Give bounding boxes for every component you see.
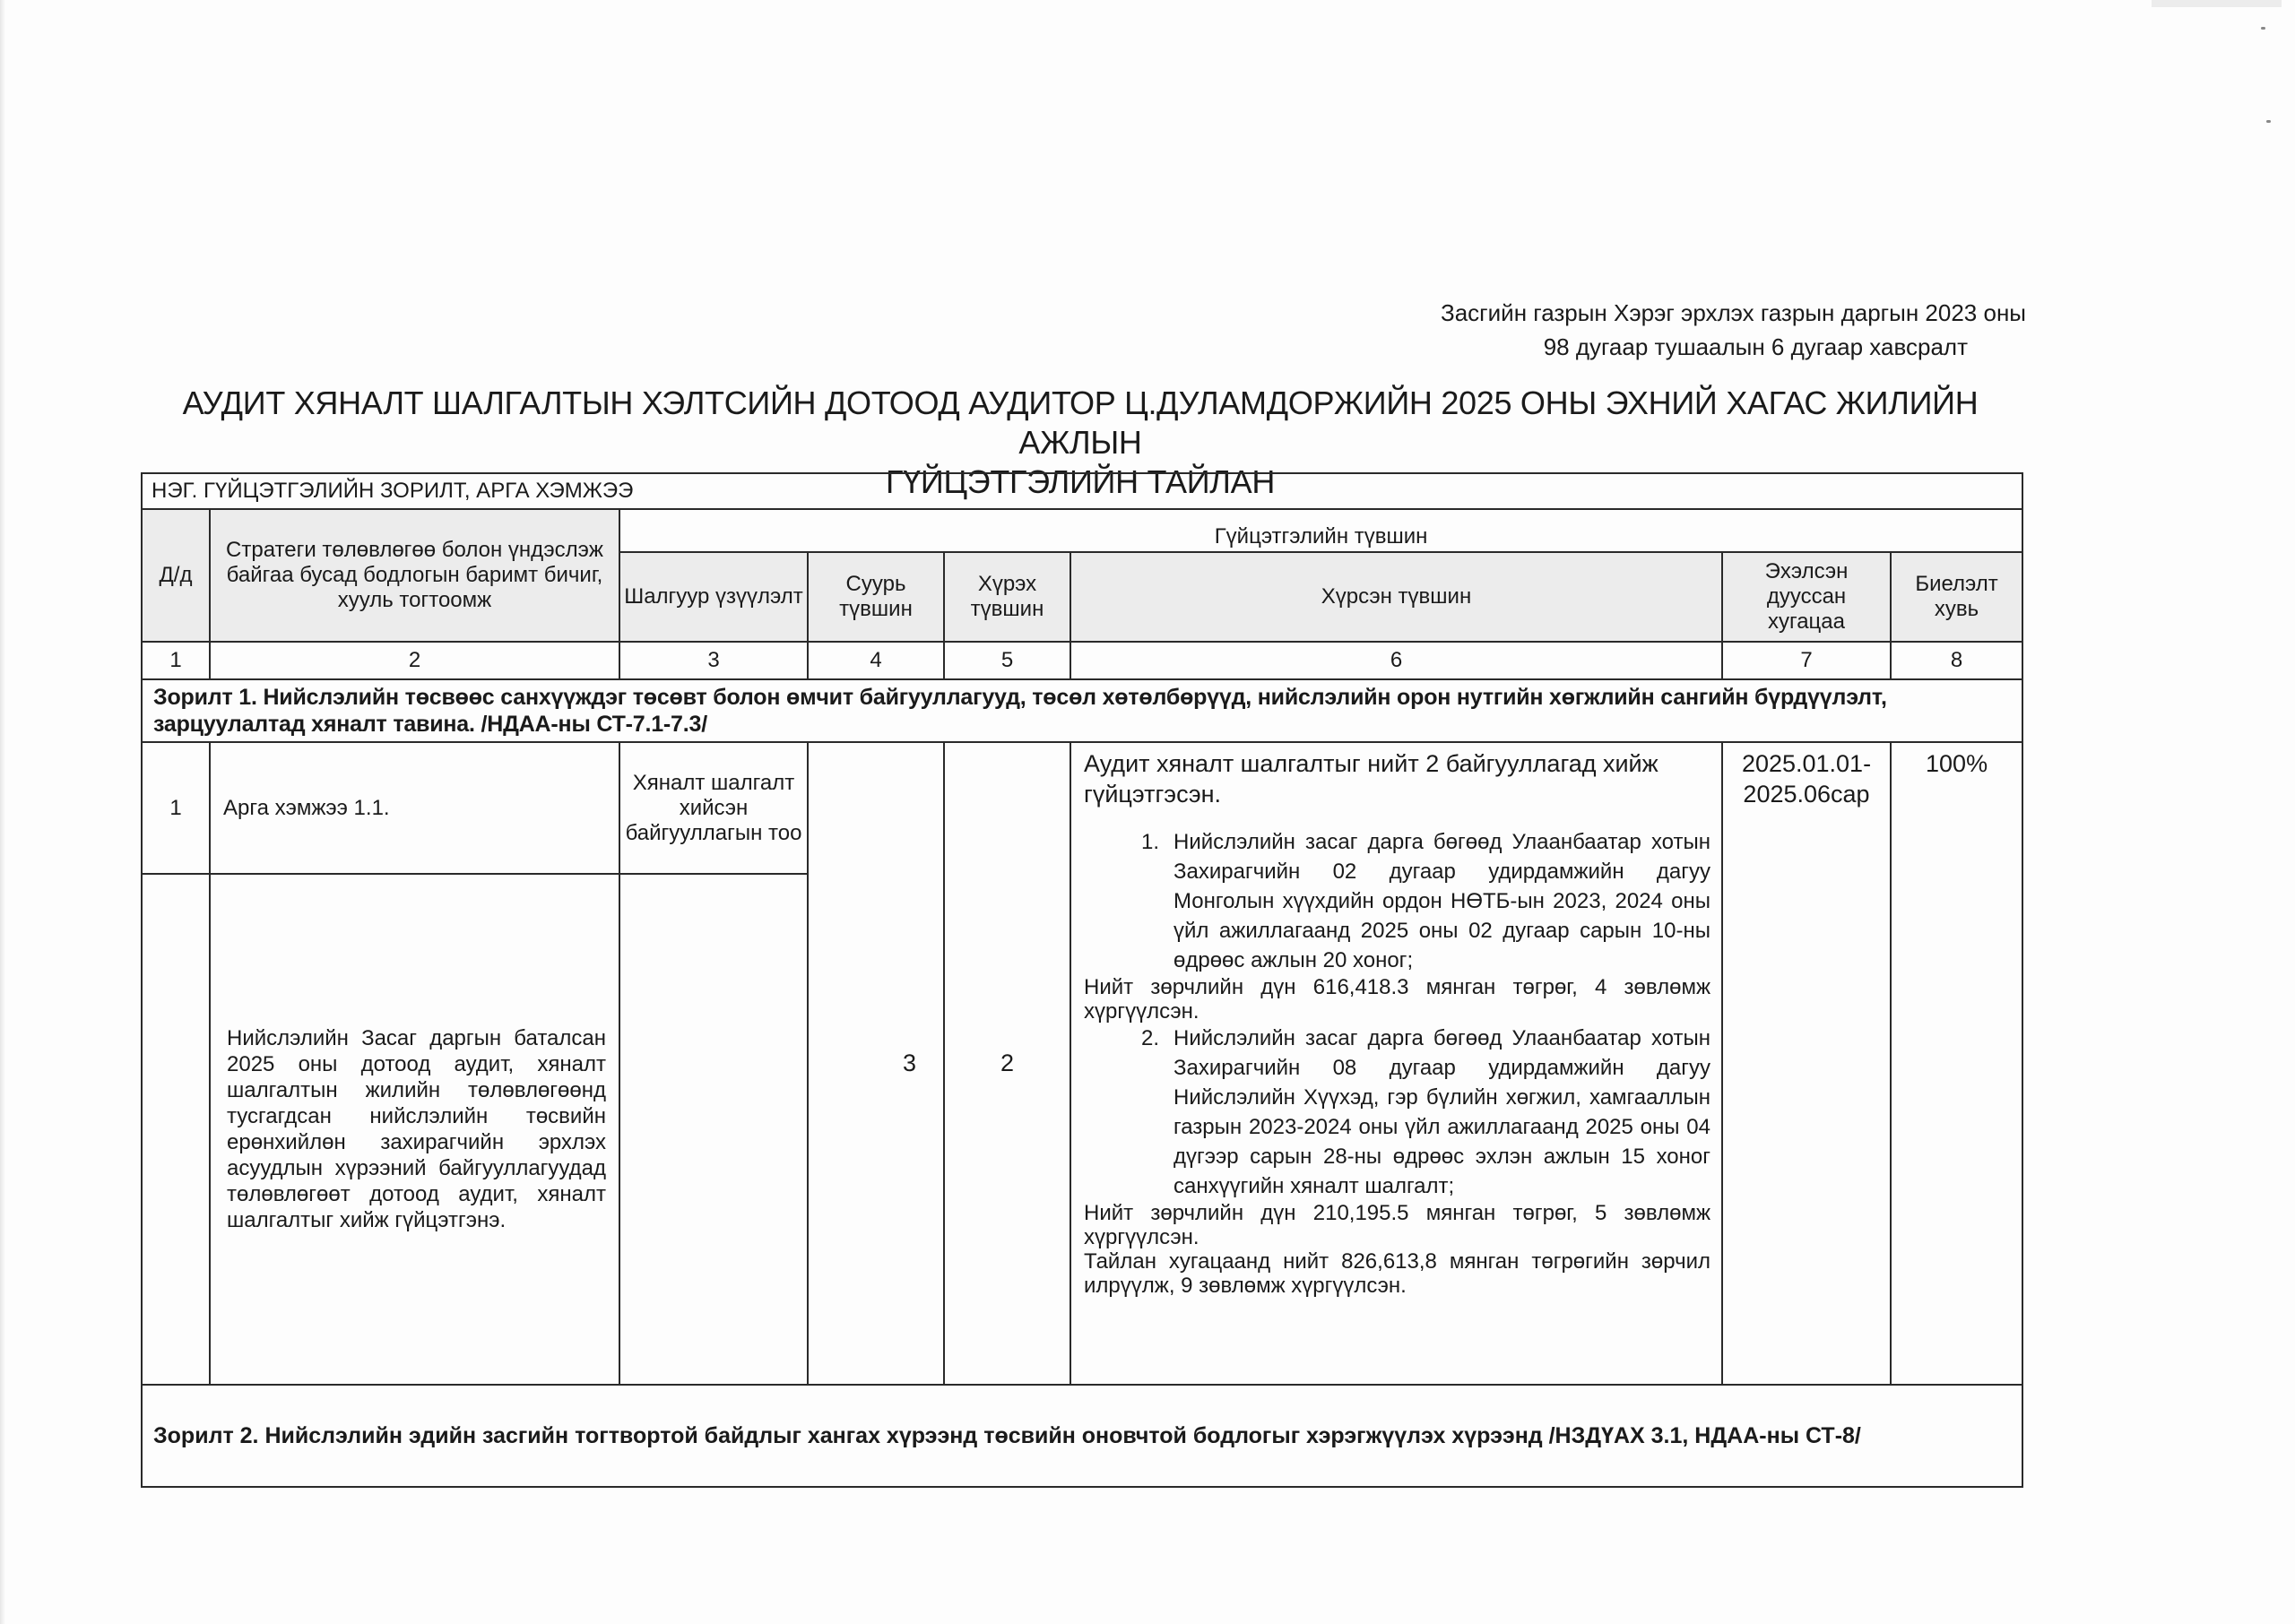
audit-item-summary: Нийт зөрчлийн дүн 616,418.3 мянган төгрөг, 4 зөвлөмж хүргүүлсэн. xyxy=(1084,975,1710,1024)
period-start: 2025.01.01- xyxy=(1741,750,1872,777)
goal-2-row xyxy=(142,1385,2022,1487)
header-period: Эхэлсэн дууссан хугацаа xyxy=(1722,552,1891,642)
goal-2: Зорилт 2. Нийслэлийн эдийн засгийн тогтвортой байдлыг хангах хүрээнд төсвийн оновчтой бодлогыг хэрэгжүүлэх хүрээнд /НЗДҮАХ 3.1, НДАА-ны СТ-8/ xyxy=(142,1385,2022,1487)
section-title: НЭГ. ГҮЙЦЭТГЭЛИЙН ЗОРИЛТ, АРГА ХЭМЖЭЭ xyxy=(142,473,2022,509)
header-target: Хүрэх түвшин xyxy=(944,552,1070,642)
header-achieved: Хүрсэн түвшин xyxy=(1070,552,1722,642)
column-number: 2 xyxy=(210,642,619,679)
measure-label: Арга хэмжээ 1.1. xyxy=(210,742,619,874)
row-number: 1 xyxy=(142,742,210,874)
column-number: 7 xyxy=(1722,642,1891,679)
achieved-level-cell xyxy=(1070,742,1722,1385)
scan-edge xyxy=(2152,0,2282,7)
period-end: 2025.06сар xyxy=(1743,781,1870,808)
report-title-line2: ГҮЙЦЭТГЭЛИЙН ТАЙЛАН xyxy=(885,463,1276,500)
audit-item-text: Нийслэлийн засаг дарга бөгөөд Улаанбаатар хотын Захирагчийн 08 дугаар удирдамжийн дагуу Нийслэлийн Хүүхэд, гэр бүлийн хөгжил, хамгааллын газрын 2023-2024 оны үйл ажиллагаанд 2025 оны 04 дүгээр сарын 28-ны өдрөөс эхлэн ажлын 15 хоног санхүүгийн хяналт шалгалт; xyxy=(1173,1026,1710,1198)
audit-item-summary: Нийт зөрчлийн дүн 210,195.5 мянган төгрөг, 5 зөвлөмж хүргүүлсэн. xyxy=(1084,1201,1710,1249)
column-number: 6 xyxy=(1070,642,1722,679)
goal-1: Зорилт 1. Нийслэлийн төсвөөс санхүүждэг төсөвт болон өмчит байгууллагууд, төсөл хөтөлбөрүүд, нийслэлийн орон нутгийн хөгжлийн сангийн бүрдүүлэлт, зарцуулалтад хяналт тавина. /НДАА-ны СТ-7.1-7.3/ xyxy=(142,679,2022,742)
column-number: 5 xyxy=(944,642,1070,679)
header-performance-level: Гүйцэтгэлийн түвшин xyxy=(619,509,2022,552)
column-number: 8 xyxy=(1891,642,2022,679)
scan-speck xyxy=(2261,27,2265,30)
achieved-lead: Аудит хяналт шалгалтыг нийт 2 байгууллагад хийж гүйцэтгэсэн. xyxy=(1084,750,1658,808)
scan-edge xyxy=(0,0,5,1624)
column-number: 4 xyxy=(808,642,944,679)
column-number: 1 xyxy=(142,642,210,679)
header-baseline: Суурь түвшин xyxy=(808,552,944,642)
report-title-line1: АУДИТ ХЯНАЛТ ШАЛГАЛТЫН ХЭЛТСИЙН ДОТООД АУДИТОР Ц.ДУЛАМДОРЖИЙН 2025 ОНЫ ЭХНИЙ ХАГАС ЖИЛИЙН АЖЛЫН xyxy=(182,384,1979,461)
appendix-note-line1: Засгийн газрын Хэрэг эрхлэх газрын даргын 2023 оны xyxy=(1441,299,2026,326)
row-number-empty xyxy=(142,874,210,1385)
column-number: 3 xyxy=(619,642,808,679)
header-no: Д/д xyxy=(142,509,210,642)
scan-speck xyxy=(2266,120,2271,123)
target-value: 2 xyxy=(944,742,1070,1385)
achieved-total: Тайлан хугацаанд нийт 826,613,8 мянган төгрөгийн зөрчил илрүүлж, 9 зөвлөмж хүргүүлсэн. xyxy=(1084,1249,1710,1298)
indicator-empty xyxy=(619,874,808,1385)
header-strategy: Стратеги төлөвлөгөө болон үндэслэж байгаа бусад бодлогын баримт бичиг, хууль тогтоомж xyxy=(210,509,619,642)
header-indicator: Шалгуур үзүүлэлт xyxy=(619,552,808,642)
baseline-value: 3 xyxy=(808,742,944,1385)
appendix-note xyxy=(1345,296,2026,364)
indicator-cell: Хяналт шалгалт хийсэн байгууллагын тоо xyxy=(619,742,808,874)
measure-row xyxy=(142,742,2022,874)
goal-1-row xyxy=(142,679,2022,742)
section-title-row xyxy=(142,473,2022,509)
audit-item xyxy=(1084,827,1710,975)
column-number-row xyxy=(142,642,2022,679)
header-row-1 xyxy=(142,509,2022,552)
performance-table xyxy=(141,472,2023,1488)
header-completion: Биелэлт хувь xyxy=(1891,552,2022,642)
audit-item xyxy=(1084,1024,1710,1201)
period-cell xyxy=(1722,742,1891,1385)
appendix-note-line2: 98 дугаар тушаалын 6 дугаар хавсралт xyxy=(1543,333,1968,360)
audit-item-text: Нийслэлийн засаг дарга бөгөөд Улаанбаатар хотын Захирагчийн 02 дугаар удирдамжийн дагуу Монголын хүүхдийн ордон НӨТБ-ын 2023, 2024 оны үйл ажиллагаанд 2025 оны 02 дугаар сарын 10-ны өдрөөс ажлын 20 хоног; xyxy=(1173,830,1710,972)
audit-item-number: 1. xyxy=(1140,830,1159,854)
measure-description: Нийслэлийн Засаг даргын баталсан 2025 оны дотоод аудит, хяналт шалгалтын жилийн төлөвлөгөөнд тусгагдсан нийслэлийн төсвийн ерөнхийлөн захирагчийн эрхлэх асуудлын хүрээний байгууллагуудад төлөвлөгөөт дотоод аудит, хяналт шалгалтыг хийж гүйцэтгэнэ. xyxy=(210,874,619,1385)
completion-percent: 100% xyxy=(1891,742,2022,1385)
audit-item-number: 2. xyxy=(1140,1026,1159,1050)
